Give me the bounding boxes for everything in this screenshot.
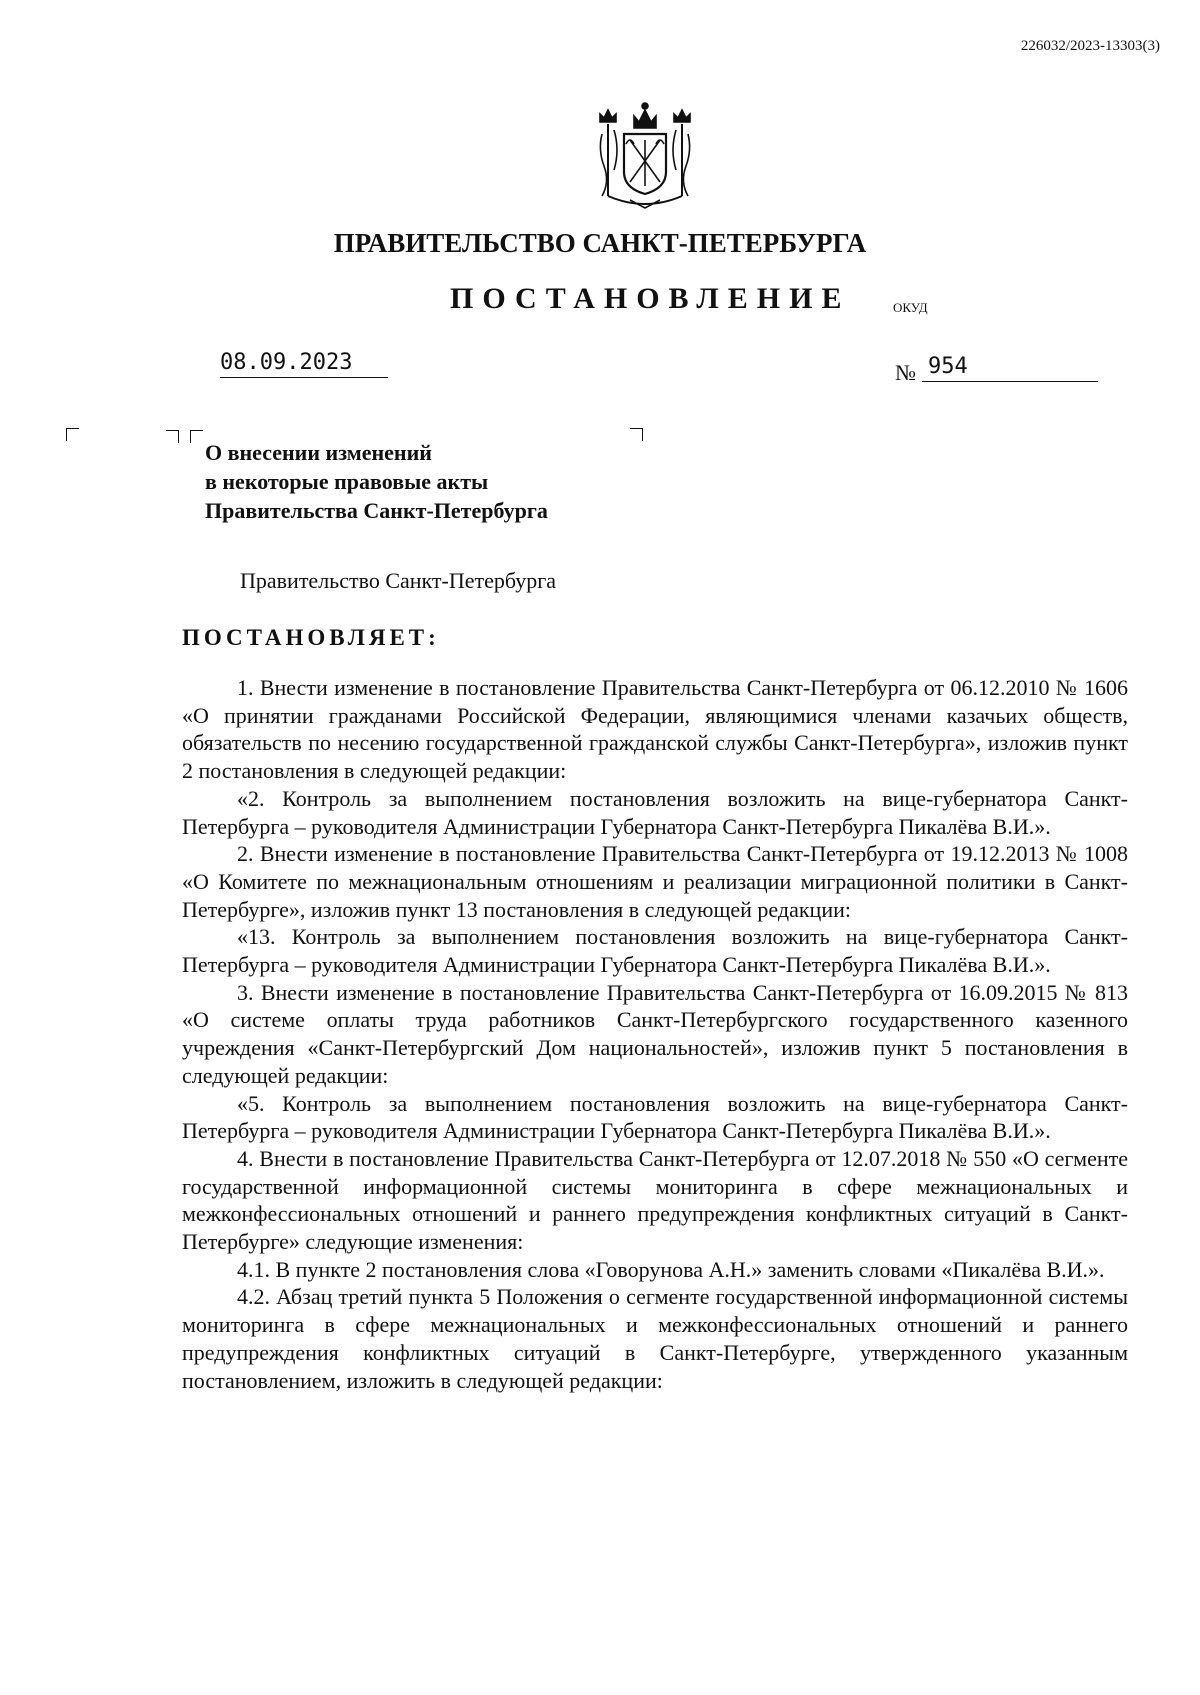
subject-line: Правительства Санкт-Петербурга [205, 498, 548, 523]
subject-line: О внесении изменений [205, 440, 432, 465]
okud-label: ОКУД [893, 300, 928, 315]
body-paragraph: «13. Контроль за выполнением постановления возложить на вице-губернатора Санкт-Петербурга – руководителя Администрации Губернатора Санкт-Петербурга Пикалёва В.И.». [182, 924, 1128, 978]
subject-corner-bracket-inner [190, 430, 203, 443]
body-paragraph: «2. Контроль за выполнением постановления возложить на вице-губернатора Санкт-Петербурга – руководителя Администрации Губернатора Санкт-Петербурга Пикалёва В.И.». [182, 785, 1128, 839]
saint-petersburg-coat-of-arms-icon [590, 100, 700, 212]
body-paragraph: 4.1. В пункте 2 постановления слова «Говорунова А.Н.» заменить словами «Пикалёва В.И.». [237, 1256, 1105, 1282]
body-paragraph: «5. Контроль за выполнением постановления возложить на вице-губернатора Санкт-Петербурга – руководителя Администрации Губернатора Санкт-Петербурга Пикалёва В.И.». [182, 1090, 1128, 1144]
decree-subject [205, 438, 548, 525]
body-paragraph: 2. Внести изменение в постановление Правительства Санкт-Петербурга от 19.12.2013 № 1008 «О Комитете по межнациональным отношениям и реализации миграционной политики в Санкт-Петербурге», изложив пункт 13 постановления в следующей редакции: [182, 841, 1128, 922]
left-corner-bracket [66, 428, 79, 441]
body-paragraph: 4.2. Абзац третий пункта 5 Положения о сегменте государственной информационной системы мониторинга в сфере межнациональных и межконфессиональных отношений и раннего предупреждения конфликтных ситуаций в Санкт-Петербурге, утвержденного указанным постановлением, изложить в следующей редакции: [182, 1284, 1128, 1393]
decree-number: 954 [922, 354, 1098, 382]
resolves-heading: ПОСТАНОВЛЯЕТ: [182, 625, 440, 650]
decree-title: ПОСТАНОВЛЕНИЕ [450, 282, 851, 315]
body-paragraph: 1. Внести изменение в постановление Правительства Санкт-Петербурга от 06.12.2010 № 1606 «О принятии гражданами Российской Федерации, являющимися членами казачьих обществ, обязательств по несению государственной гражданской службы Санкт-Петербурга», изложив пункт 2 постановления в следующей редакции: [182, 675, 1128, 784]
body-paragraph: 3. Внести изменение в постановление Правительства Санкт-Петербурга от 16.09.2015 № 813 «О системе оплаты труда работников Санкт-Петербургского государственного казенного учреждения «Санкт-Петербургский Дом национальностей», изложив пункт 5 постановления в следующей редакции: [182, 979, 1128, 1088]
subject-corner-bracket-right [630, 428, 643, 441]
subject-line: в некоторые правовые акты [205, 469, 489, 494]
issuer-text: Правительство Санкт-Петербурга [240, 568, 557, 593]
subject-corner-bracket-left [166, 430, 179, 443]
body-paragraph: 4. Внести в постановление Правительства Санкт-Петербурга от 12.07.2018 № 550 «О сегменте государственной информационной системы мониторинга в сфере межнациональных и межконфессиональных отношений и раннего предупреждения конфликтных ситуаций в Санкт-Петербурге» следующие изменения: [182, 1145, 1128, 1255]
number-sign: № [895, 360, 916, 385]
document-registration-number: 226032/2023-13303(3) [1020, 38, 1160, 54]
organization-title: ПРАВИТЕЛЬСТВО САНКТ-ПЕТЕРБУРГА [333, 228, 867, 258]
decree-body [182, 674, 1128, 1394]
decree-date: 08.09.2023 [220, 350, 388, 378]
